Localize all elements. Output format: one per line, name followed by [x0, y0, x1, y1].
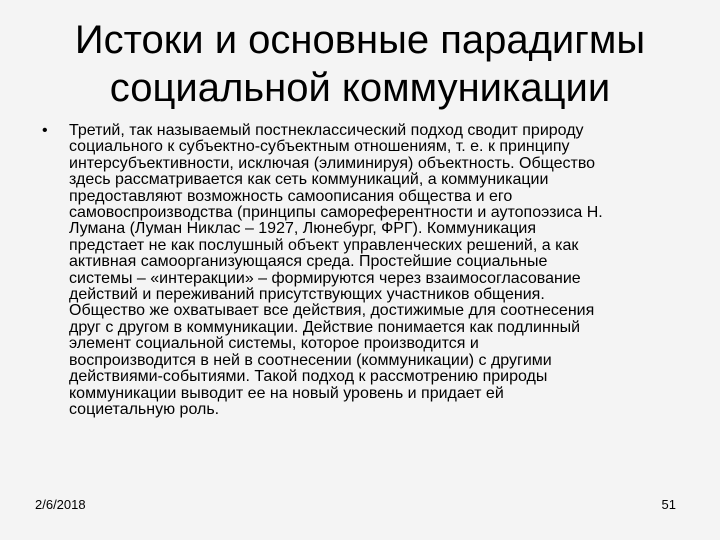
paragraph-line: активная самоорганизующаяся среда. Простейшие социальные	[69, 253, 548, 271]
paragraph-line: действий и переживаний присутствующих участников общения.	[69, 286, 545, 304]
paragraph-line: Лумана (Луман Никлас – 1927, Люнебург, ФРГ). Коммуникация	[69, 220, 537, 238]
page-number: 51	[661, 497, 676, 512]
footer-date: 2/6/2018	[35, 497, 86, 512]
bullet-marker: •	[42, 122, 48, 139]
paragraph-line: здесь рассматривается как сеть коммуникаций, а коммуникации	[69, 171, 549, 189]
paragraph-line: интерсубъективности, исключая (элиминируя) объектность. Общество	[69, 154, 596, 172]
paragraph-line: предоставляют возможность самоописания общества и его	[69, 187, 513, 205]
paragraph-line: социетальную роль.	[69, 400, 220, 418]
paragraph-line: социального к субъектно-субъектным отношениям, т. е. к принципу	[69, 138, 570, 156]
slide-title-line-2: социальной коммуникации	[109, 66, 611, 110]
paragraph-line: Третий, так называемый постнеклассический подход сводит природу	[69, 122, 584, 139]
slide-title	[40, 16, 680, 112]
slide-title-line-1: Истоки и основные парадигмы	[74, 18, 646, 62]
paragraph-line: друг с другом в коммуникации. Действие понимается как подлинный	[69, 318, 581, 336]
bullet-list	[42, 123, 678, 418]
paragraph-line: предстает не как послушный объект управленческих решений, а как	[69, 236, 579, 254]
paragraph-line: элемент социальной системы, которое производится и	[69, 335, 479, 353]
paragraph-line: Общество же охватывает все действия, достижимые для соотнесения	[69, 302, 595, 320]
paragraph-line: самовоспроизводства (принципы самореферентности и аутопоэзиса Н.	[69, 204, 603, 222]
paragraph-line: коммуникации выводит ее на новый уровень и придает ей	[69, 384, 504, 402]
bullet-paragraph	[69, 123, 678, 418]
paragraph-line: воспроизводится в ней в соотнесении (коммуникации) с другими	[69, 351, 552, 369]
paragraph-line: системы – «интеракции» – формируются через взаимосогласование	[69, 269, 581, 287]
paragraph-line: действиями-событиями. Такой подход к рассмотрению природы	[69, 368, 548, 386]
